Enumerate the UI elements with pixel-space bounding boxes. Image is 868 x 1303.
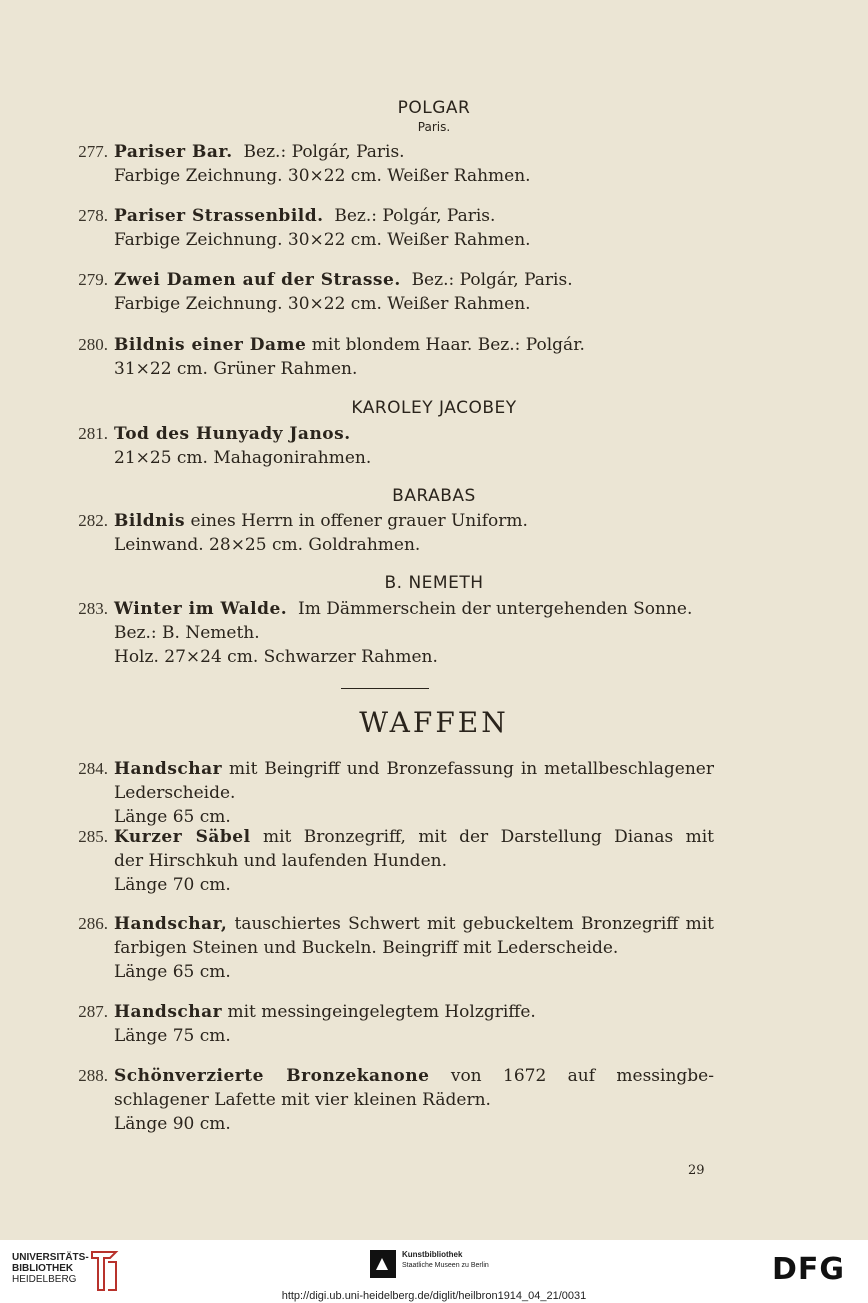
- artist-heading-barabas: BARABAS: [392, 486, 476, 506]
- entry-title: Schönverzierte Bronzekanone: [114, 1066, 430, 1086]
- entry-text: Holz. 27×24 cm. Schwarzer Rahmen.: [114, 647, 438, 667]
- entry-text: Lederscheide.: [114, 783, 236, 803]
- entry-title: Bildnis: [114, 511, 186, 531]
- entry-text: Länge 70 cm.: [114, 875, 231, 895]
- entry-number: 287.: [78, 1002, 108, 1021]
- university-logo-icon: [88, 1246, 120, 1294]
- entry-number: 279.: [78, 270, 108, 289]
- entry-text: Länge 75 cm.: [114, 1026, 231, 1046]
- section-title: WAFFEN: [359, 706, 509, 739]
- entry-title: Zwei Damen auf der Strasse.: [114, 270, 401, 290]
- entry-number: 283.: [78, 599, 108, 618]
- source-url[interactable]: http://digi.ub.uni-heidelberg.de/diglit/heilbron1914_04_21/0031: [281, 1290, 587, 1302]
- entry-title: Tod des Hunyady Janos.: [114, 424, 351, 444]
- uni-label-line: UNIVERSITÄTS-: [12, 1252, 89, 1263]
- university-library-label: [12, 1252, 89, 1285]
- entry-text: Farbige Zeichnung. 30×22 cm. Weißer Rahmen.: [114, 166, 531, 186]
- entry-text: 31×22 cm. Grüner Rahmen.: [114, 359, 358, 379]
- dfg-logo: DFG: [772, 1252, 846, 1287]
- entry-text: Leinwand. 28×25 cm. Goldrahmen.: [114, 535, 421, 555]
- entry-text: Bez.: Polgár, Paris.: [411, 270, 573, 290]
- entry-title: Pariser Strassenbild.: [114, 206, 324, 226]
- entry-text: Bez.: B. Nemeth.: [114, 623, 260, 643]
- entry-title: Handschar: [114, 1002, 223, 1022]
- entry-title: Winter im Walde.: [114, 599, 288, 619]
- entry-text: schlagener Lafette mit vier kleinen Rädern.: [114, 1090, 491, 1110]
- uni-label-line: BIBLIOTHEK: [12, 1263, 74, 1274]
- entry-number: 282.: [78, 511, 108, 530]
- entry-text: Im Dämmerschein der untergehenden Sonne.: [298, 599, 693, 619]
- entry-text: 21×25 cm. Mahagonirahmen.: [114, 448, 372, 468]
- entry-text: mit messingeingelegtem Holzgriffe.: [227, 1002, 536, 1022]
- entry-number: 281.: [78, 424, 108, 443]
- entry-title: Pariser Bar.: [114, 142, 233, 162]
- entry-number: 284.: [78, 759, 108, 778]
- entry-number: 288.: [78, 1066, 108, 1085]
- entry-number: 277.: [78, 142, 108, 161]
- entry-text: eines Herrn in offener grauer Uniform.: [190, 511, 528, 531]
- entry-number: 280.: [78, 335, 108, 354]
- entry-text: farbigen Steinen und Buckeln. Beingriff mit Lederscheide.: [114, 938, 619, 958]
- kunstbibliothek-logo-icon: [370, 1250, 396, 1278]
- section-divider: [341, 688, 429, 689]
- entry-text: der Hirschkuh und laufenden Hunden.: [114, 851, 447, 871]
- kb-title: Kunstbibliothek: [402, 1250, 463, 1259]
- entry-number: 278.: [78, 206, 108, 225]
- entry-title: Bildnis einer Dame: [114, 335, 307, 355]
- entry-text: Länge 65 cm.: [114, 962, 231, 982]
- kb-subtitle: Staatliche Museen zu Berlin: [402, 1262, 489, 1269]
- entry-text: Farbige Zeichnung. 30×22 cm. Weißer Rahmen.: [114, 230, 531, 250]
- entry-text: mit Bronzegriff, mit der Darstellung Dianas mit: [262, 827, 714, 847]
- artist-heading-jacobey: KAROLEY JACOBEY: [351, 398, 517, 418]
- kunstbibliothek-label: [402, 1250, 489, 1271]
- entry-text: von 1672 auf messingbe-: [450, 1066, 714, 1086]
- entry-title: Kurzer Säbel: [114, 827, 251, 847]
- entry-text: Bez.: Polgár, Paris.: [243, 142, 405, 162]
- artist-heading-polgar: POLGAR: [397, 98, 471, 118]
- uni-label-line: HEIDELBERG: [12, 1274, 77, 1285]
- entry-text: mit blondem Haar. Bez.: Polgár.: [311, 335, 585, 355]
- entry-text: Farbige Zeichnung. 30×22 cm. Weißer Rahmen.: [114, 294, 531, 314]
- entry-text: Länge 90 cm.: [114, 1114, 231, 1134]
- entry-text: Bez.: Polgár, Paris.: [334, 206, 496, 226]
- artist-heading-nemeth: B. NEMETH: [384, 573, 484, 593]
- entry-title: Handschar,: [114, 914, 228, 934]
- entry-text: tauschiertes Schwert mit gebuckeltem Bronzegriff mit: [234, 914, 715, 934]
- entry-title: Handschar: [114, 759, 223, 779]
- artist-city: Paris.: [417, 120, 451, 134]
- page-number: 29: [688, 1163, 705, 1178]
- entry-text: Länge 65 cm.: [114, 807, 231, 827]
- digitization-footer: [0, 1240, 868, 1303]
- entry-number: 285.: [78, 827, 108, 846]
- entry-text: mit Beingriff und Bronzefassung in metallbeschlagener: [229, 759, 714, 779]
- entry-number: 286.: [78, 914, 108, 933]
